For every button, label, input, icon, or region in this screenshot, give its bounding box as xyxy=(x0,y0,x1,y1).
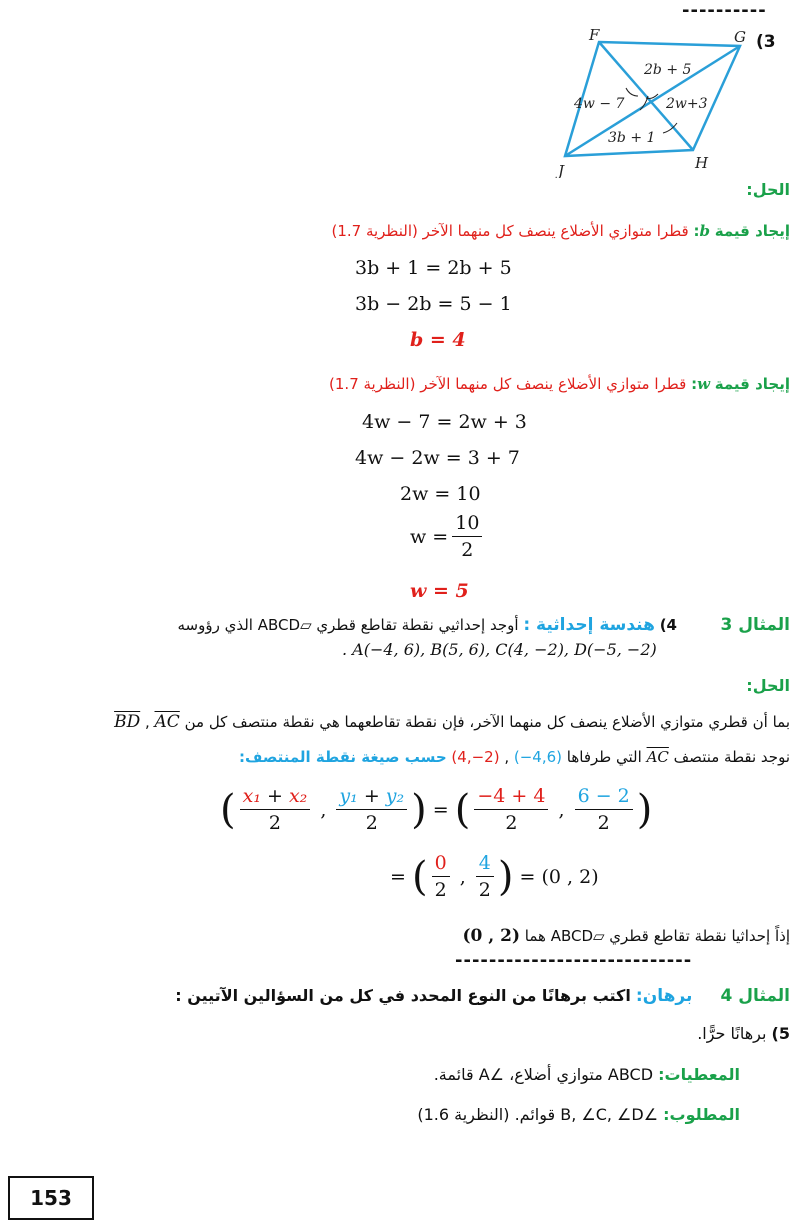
find-w-text: قطرا متوازي الأضلاع ينصف كل منهما الآخر (النظرية 1.7) xyxy=(329,375,687,393)
required-label: المطلوب: xyxy=(663,1105,740,1124)
example3-solution-label: الحل: xyxy=(746,676,790,695)
example3-subject: هندسة إحداثية : xyxy=(523,615,655,635)
res-x: 0 xyxy=(434,852,447,874)
formula-den-x: 2 xyxy=(240,809,311,834)
w-step-2: 4w − 2w = 3 + 7 xyxy=(355,447,520,469)
vertex-j: J xyxy=(558,162,565,178)
final-point: (0 , 2) xyxy=(541,865,599,888)
sub-den-y: 2 xyxy=(575,809,633,834)
line2-pre: نوجد نقطة منتصف xyxy=(673,748,790,766)
sub-den-x: 2 xyxy=(474,809,548,834)
vertex-f: F xyxy=(589,28,600,44)
example3-line1: بما أن قطري متوازي الأضلاع ينصف كل منهما الآخر، فإن نقطة تقاطعهما هي نقطة منتصف كل من BD , AC xyxy=(114,712,790,732)
solution-label: الحل: xyxy=(746,180,790,199)
w-frac-den: 2 xyxy=(452,536,482,561)
example3-text: أوجد إحداثيي نقطة تقاطع قطري ▱ABCD الذي رؤوسه xyxy=(177,616,519,634)
y1: y₁ xyxy=(339,785,358,807)
midpoint-formula: ( $\frac{\text{x₁ + x₂}}{2}$ , $\frac{\text{y₁ + y₂}}{2}$ ) = ( $\frac{-4 + 4}{2}$ , $\frac{6 - 2}{2}$ ) xyxy=(220,785,653,834)
label-2w3: 2w+3 xyxy=(666,96,708,112)
w-frac-num: 10 xyxy=(455,512,480,534)
x1: x₁ xyxy=(242,785,261,807)
required-text: ∠B, ∠C, ∠D قوائم. (النظرية 1.6) xyxy=(417,1105,659,1124)
conclusion-point: (0 , 2) xyxy=(462,926,520,946)
vertex-h: H xyxy=(695,154,709,172)
page-number: 153 xyxy=(8,1176,94,1220)
find-b-var: b xyxy=(699,222,710,240)
find-w-line xyxy=(329,375,790,393)
res-den-x: 2 xyxy=(432,876,450,901)
q5-text: برهانًا حرًّا. xyxy=(697,1024,767,1043)
example3-vertices: . A(−4, 6), B(5, 6), C(4, −2), D(−5, −2) xyxy=(342,640,657,659)
given-line xyxy=(434,1065,740,1084)
parallelogram-figure xyxy=(540,28,750,178)
b-step-1: 3b + 1 = 2b + 5 xyxy=(355,257,512,279)
res-den-y: 2 xyxy=(476,876,494,901)
example4-text: اكتب برهانًا من النوع المحدد في كل من السؤالين الآتيين : xyxy=(175,986,631,1005)
sub-x: −4 + 4 xyxy=(477,785,546,807)
label-3b1: 3b + 1 xyxy=(608,130,656,146)
q5-line xyxy=(697,1024,790,1043)
find-w-colon: : xyxy=(691,375,698,393)
mid-divider: ---------------------------- xyxy=(455,950,693,971)
conclusion-text: إذاً إحداثيا نقطة تقاطع قطري ▱ABCD هما xyxy=(524,927,790,945)
example4-header xyxy=(175,986,790,1006)
y2: y₂ xyxy=(385,785,405,807)
sub-y: 6 − 2 xyxy=(577,785,630,807)
label-2b5: 2b + 5 xyxy=(644,62,692,78)
segment-ac: AC xyxy=(154,712,180,732)
question-number: (3 xyxy=(756,32,776,52)
label-4w7: 4w − 7 xyxy=(574,96,625,112)
example4-title: المثال 4 xyxy=(720,986,790,1006)
segment-bd: BD xyxy=(114,712,141,732)
example3-title: المثال 3 xyxy=(720,615,790,635)
top-divider: ---------- xyxy=(682,0,767,21)
find-w-label: إيجاد قيمة xyxy=(714,375,790,393)
w-frac-lhs: w = xyxy=(410,525,449,548)
w-step-4 xyxy=(410,512,486,561)
example3-conclusion xyxy=(462,926,790,946)
example4-subject: برهان: xyxy=(635,986,693,1006)
w-step-1: 4w − 7 = 2w + 3 xyxy=(362,411,527,433)
endpoint-2: (−4,6) xyxy=(513,748,563,766)
q5-number: 5) xyxy=(771,1024,790,1043)
line2-post: حسب صيغة نقطة المنتصف: xyxy=(238,748,447,766)
example3-header xyxy=(178,615,790,635)
line2-mid: التي طرفاها xyxy=(566,748,642,766)
formula-den-y: 2 xyxy=(336,809,407,834)
given-text: ABCD متوازي أضلاع، ∠A قائمة. xyxy=(433,1065,654,1084)
vertex-g: G xyxy=(734,28,746,46)
midpoint-result: = ( $\frac{0}{2}$ , $\frac{4}{2}$ ) = (0 , 2) xyxy=(390,852,599,901)
w-fraction xyxy=(452,512,482,561)
required-line xyxy=(417,1105,740,1124)
segment-ac-2: AC xyxy=(646,748,669,766)
line1-text: بما أن قطري متوازي الأضلاع ينصف كل منهما الآخر، فإن نقطة تقاطعهما هي نقطة منتصف كل من xyxy=(184,713,790,731)
find-b-label: إيجاد قيمة xyxy=(714,222,790,240)
find-b-text: قطرا متوازي الأضلاع ينصف كل منهما الآخر (النظرية 1.7) xyxy=(331,222,689,240)
b-result: b = 4 xyxy=(410,329,466,351)
x2: x₂ xyxy=(288,785,308,807)
find-b-line xyxy=(331,222,790,240)
find-w-var: w xyxy=(697,375,710,393)
given-label: المعطيات: xyxy=(658,1065,740,1084)
find-b-colon: : xyxy=(693,222,700,240)
example3-line2: نوجد نقطة منتصف AC التي طرفاها (4,−2) , (−4,6) حسب صيغة نقطة المنتصف: xyxy=(238,748,790,766)
b-step-2: 3b − 2b = 5 − 1 xyxy=(355,293,512,315)
res-y: 4 xyxy=(478,852,491,874)
example3-qnum: 4) xyxy=(659,616,677,634)
endpoint-1: (4,−2) xyxy=(451,748,500,766)
w-result: w = 5 xyxy=(410,580,469,602)
w-step-3: 2w = 10 xyxy=(400,483,481,505)
